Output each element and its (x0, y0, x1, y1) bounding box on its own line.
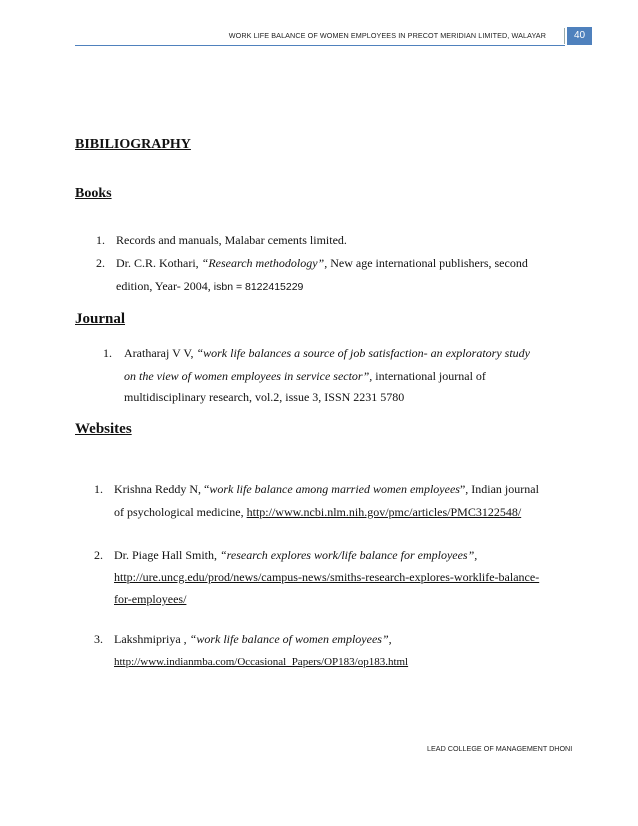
books-heading: Books (75, 186, 112, 201)
header-separator (564, 28, 565, 44)
website-link[interactable]: http://ure.uncg.edu/prod/news/campus-news/smiths-research-explores-worklife-balance- (114, 570, 540, 584)
item-text: Krishna Reddy N, “work life balance among married women employees”, Indian journal (114, 482, 539, 496)
item-text-line2: edition, Year- 2004, isbn = 8122415229 (116, 279, 304, 293)
website-link[interactable]: http://www.indianmba.com/Occasional_Papers/OP183/op183.html (114, 656, 409, 668)
article-title: “research explores work/life balance for employees”, (220, 548, 478, 562)
websites-heading: Websites (75, 421, 132, 437)
item-number: 1. (94, 482, 103, 496)
item-text-line2: on the view of women employees in service sector”, international journal of (124, 369, 486, 383)
item-text: Dr. C.R. Kothari, “Research methodology”, New age international publishers, second (116, 256, 528, 270)
article-title: work life balance among married women employees (209, 482, 460, 496)
item-number: 1. (103, 346, 112, 360)
item-number: 3. (94, 632, 103, 646)
page-footer: LEAD COLLEGE OF MANAGEMENT DHONI (427, 744, 573, 753)
item-number: 2. (94, 548, 103, 562)
journal-title: “work life balances a source of job satisfaction- an exploratory study (196, 346, 530, 360)
item-text-line3 (114, 592, 186, 606)
item-text: Dr. Piage Hall Smith, “research explores work/life balance for employees”, (114, 548, 478, 562)
item-text: Lakshmipriya , “work life balance of women employees”, (114, 632, 392, 646)
item-text: Aratharaj V V, “work life balances a source of job satisfaction- an exploratory study (124, 346, 530, 360)
page-header (0, 26, 638, 46)
website-link[interactable]: http://www.ncbi.nlm.nih.gov/pmc/articles/PMC3122548/ (246, 505, 522, 519)
item-number: 2. (96, 256, 105, 270)
item-text: Records and manuals, Malabar cements limited. (116, 233, 347, 247)
header-title: WORK LIFE BALANCE OF WOMEN EMPLOYEES IN PRECOT MERIDIAN LIMITED, WALAYAR (228, 31, 546, 40)
bibliography-heading: BIBILIOGRAPHY (75, 137, 191, 152)
item-text-line2 (114, 655, 408, 669)
item-text-line2 (114, 570, 539, 584)
item-number: 1. (96, 233, 105, 247)
item-text-line2: of psychological medicine, http://www.ncbi.nlm.nih.gov/pmc/articles/PMC3122548/ (114, 505, 522, 519)
isbn: isbn = 8122415229 (213, 281, 304, 293)
book-title: “Research methodology” (201, 256, 325, 270)
journal-heading: Journal (75, 311, 126, 327)
article-title: “work life balance of women employees”, (189, 632, 392, 646)
item-text-line3: multidisciplinary research, vol.2, issue 3, ISSN 2231 5780 (124, 390, 405, 404)
page-number: 40 (567, 27, 592, 45)
website-link-continued[interactable]: for-employees/ (114, 592, 187, 606)
header-rule (75, 45, 565, 46)
